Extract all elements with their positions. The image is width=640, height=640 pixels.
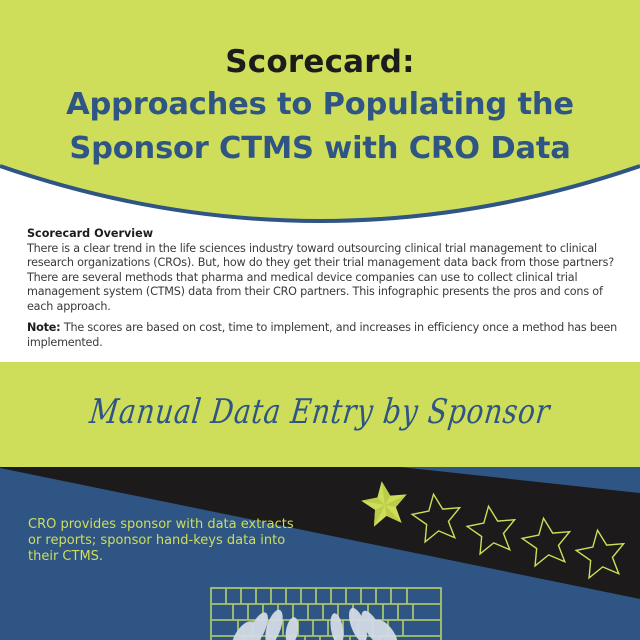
approach-title: Manual Data Entry by Sponsor (87, 392, 553, 432)
page-subtitle-line-1: Approaches to Populating the (66, 87, 574, 122)
approach-title-band (0, 362, 640, 467)
page-title: Scorecard: (225, 44, 415, 80)
approach-description: CRO provides sponsor with data extracts or reports; sponsor hand-keys data into their CTMS. (28, 517, 294, 564)
scoring-note (27, 321, 627, 350)
approach-detail-section (0, 467, 640, 640)
note-label: Note: (27, 321, 61, 334)
typing-hands-icon (228, 606, 401, 640)
page-subtitle-line-2: Sponsor CTMS with CRO Data (69, 131, 571, 166)
overview-heading: Scorecard Overview (27, 227, 154, 240)
scorecard-overview (27, 227, 627, 315)
note-text: The scores are based on cost, time to implement, and increases in efficiency once a method has been implemented. (27, 321, 618, 349)
overview-body: There is a clear trend in the life sciences industry toward outsourcing clinical trial management to clinical research organizations (CROs). But, how do they get their trial management data back from those partners? There are several methods that pharma and medical device companies can use to collect clinical trial management system (CTMS) data from their CRO partners. This infographic presents the pros and cons of each approach. (27, 241, 614, 313)
